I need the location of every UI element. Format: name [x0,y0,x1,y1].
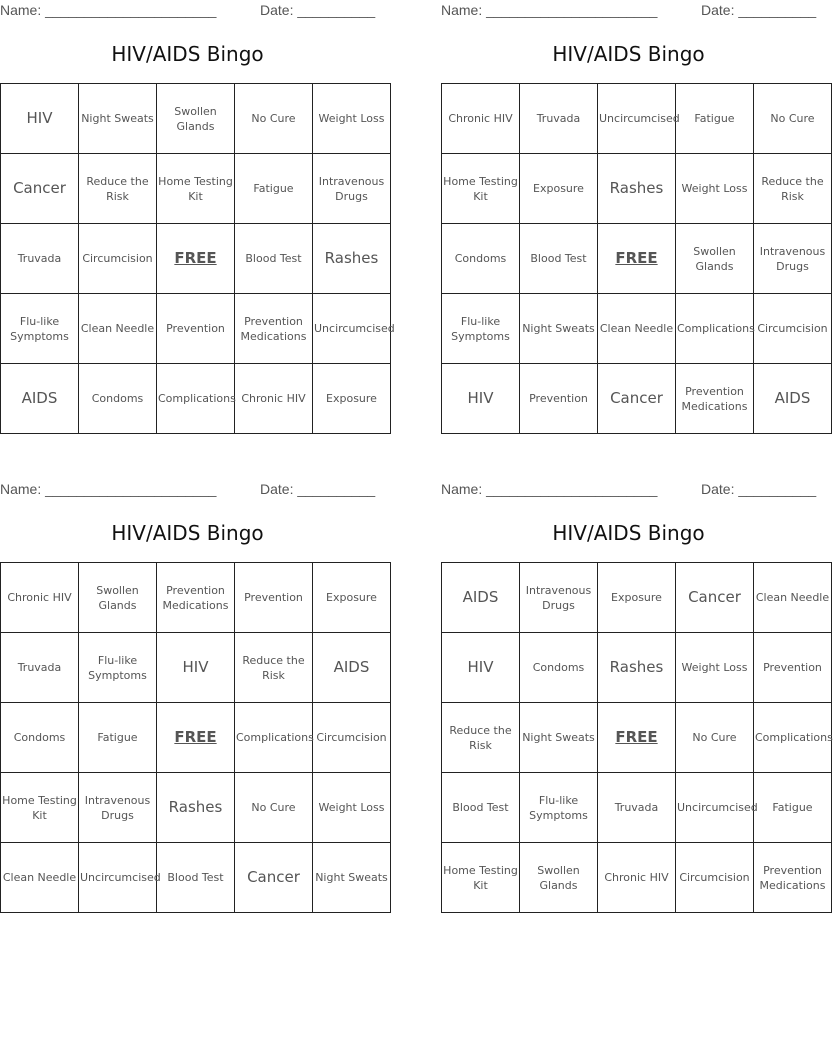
bingo-cell: Exposure [598,563,676,633]
bingo-cell: AIDS [754,364,832,434]
bingo-cell: Blood Test [235,224,313,294]
name-field: Name: ______________________ [441,2,658,18]
bingo-cell: Night Sweats [79,84,157,154]
bingo-cell: Condoms [79,364,157,434]
bingo-cell: Prevention [157,294,235,364]
bingo-cell: Circumcision [79,224,157,294]
bingo-cell: Weight Loss [676,633,754,703]
bingo-cell: Flu-like Symptoms [520,773,598,843]
name-field: Name: ______________________ [0,2,217,18]
card-title: HIV/AIDS Bingo [552,521,705,545]
bingo-cell: Chronic HIV [235,364,313,434]
bingo-cell: Reduce the Risk [442,703,520,773]
bingo-cell: Chronic HIV [1,563,79,633]
bingo-cell: No Cure [235,84,313,154]
bingo-cell: Circumcision [676,843,754,913]
bingo-cell: Rashes [157,773,235,843]
bingo-cell: HIV [442,633,520,703]
grid-row [442,843,832,913]
bingo-card-3 [0,479,388,886]
bingo-cell: Blood Test [520,224,598,294]
grid-row [1,154,391,224]
grid-row [1,773,391,843]
bingo-cell: Circumcision [313,703,391,773]
grid-row [442,364,832,434]
name-date-line [441,0,816,20]
bingo-cell: Prevention [754,633,832,703]
bingo-cell: Clean Needle [1,843,79,913]
bingo-cell: Intravenous Drugs [79,773,157,843]
bingo-cell: Cancer [1,154,79,224]
date-field: Date: __________ [260,2,376,18]
grid-row [1,703,391,773]
bingo-cell: Condoms [1,703,79,773]
bingo-cell: Intravenous Drugs [754,224,832,294]
bingo-cell: Rashes [313,224,391,294]
bingo-cell: Home Testing Kit [1,773,79,843]
bingo-cell: Cancer [676,563,754,633]
bingo-cell: Truvada [1,224,79,294]
bingo-cell: Uncircumcised [313,294,391,364]
name-field: Name: ______________________ [441,481,658,497]
bingo-cell: Clean Needle [754,563,832,633]
bingo-grid [441,83,832,434]
bingo-cell: Swollen Glands [79,563,157,633]
bingo-cell: Uncircumcised [676,773,754,843]
bingo-cell: Home Testing Kit [442,843,520,913]
bingo-cell: Intravenous Drugs [313,154,391,224]
bingo-cell: Prevention [520,364,598,434]
bingo-cell: Clean Needle [598,294,676,364]
bingo-cell: HIV [1,84,79,154]
bingo-cell: Complications [676,294,754,364]
bingo-cell: Fatigue [676,84,754,154]
bingo-cell: Complications [235,703,313,773]
bingo-cell: Condoms [442,224,520,294]
bingo-cell: Complications [157,364,235,434]
bingo-cell: Exposure [520,154,598,224]
bingo-cell: Clean Needle [79,294,157,364]
bingo-cell: Flu-like Symptoms [79,633,157,703]
free-cell: FREE [598,224,676,294]
free-cell: FREE [157,703,235,773]
bingo-cell: Condoms [520,633,598,703]
free-cell: FREE [157,224,235,294]
grid-row [442,224,832,294]
grid-row [442,633,832,703]
bingo-cell: Swollen Glands [157,84,235,154]
date-field: Date: __________ [701,481,817,497]
bingo-cell: Swollen Glands [676,224,754,294]
bingo-cell: Rashes [598,633,676,703]
grid-row [442,703,832,773]
bingo-cell: Intravenous Drugs [520,563,598,633]
grid-row [1,84,391,154]
bingo-grid [0,83,395,434]
bingo-cell: Chronic HIV [598,843,676,913]
card-title: HIV/AIDS Bingo [552,42,705,66]
bingo-card-4 [441,479,833,892]
bingo-cell: AIDS [1,364,79,434]
bingo-cell: Flu-like Symptoms [442,294,520,364]
bingo-cell: Reduce the Risk [79,154,157,224]
bingo-cell: Complications [754,703,832,773]
bingo-cell: Truvada [520,84,598,154]
card-title: HIV/AIDS Bingo [111,42,264,66]
grid-row [1,563,391,633]
bingo-cell: Uncircumcised [79,843,157,913]
name-field: Name: ______________________ [0,481,217,497]
grid-row [442,294,832,364]
bingo-cell: Weight Loss [676,154,754,224]
bingo-cell: Fatigue [235,154,313,224]
bingo-cell: Truvada [1,633,79,703]
bingo-cell: Blood Test [157,843,235,913]
grid-row [442,154,832,224]
bingo-grid [441,562,832,913]
date-field: Date: __________ [701,2,817,18]
bingo-card-2 [441,0,828,413]
bingo-cell: Reduce the Risk [235,633,313,703]
bingo-cell: Fatigue [79,703,157,773]
name-date-line [0,0,375,20]
grid-row [1,843,391,913]
name-date-line [0,479,375,499]
bingo-cell: Night Sweats [520,294,598,364]
bingo-cell: Weight Loss [313,773,391,843]
bingo-cell: Home Testing Kit [157,154,235,224]
bingo-card-1 [0,0,395,407]
bingo-cell: Blood Test [442,773,520,843]
bingo-cell: Cancer [235,843,313,913]
bingo-cell: HIV [442,364,520,434]
bingo-cell: Fatigue [754,773,832,843]
bingo-cell: HIV [157,633,235,703]
grid-row [1,364,391,434]
bingo-grid [0,562,391,913]
card-title: HIV/AIDS Bingo [111,521,264,545]
bingo-cell: Night Sweats [520,703,598,773]
bingo-cell: Weight Loss [313,84,391,154]
bingo-cell: AIDS [313,633,391,703]
grid-row [442,563,832,633]
bingo-cell: Night Sweats [313,843,391,913]
bingo-cell: Swollen Glands [520,843,598,913]
bingo-cell: Prevention Medications [157,563,235,633]
grid-row [442,773,832,843]
date-field: Date: __________ [260,481,376,497]
bingo-cell: Prevention Medications [754,843,832,913]
bingo-cell: Rashes [598,154,676,224]
grid-row [1,224,391,294]
bingo-cell: Exposure [313,563,391,633]
bingo-cell: Prevention Medications [235,294,313,364]
grid-row [1,294,391,364]
bingo-cell: No Cure [676,703,754,773]
bingo-cell: Exposure [313,364,391,434]
bingo-cell: AIDS [442,563,520,633]
bingo-cell: Home Testing Kit [442,154,520,224]
bingo-cell: Flu-like Symptoms [1,294,79,364]
bingo-cell: No Cure [235,773,313,843]
bingo-cell: Prevention [235,563,313,633]
grid-row [1,633,391,703]
grid-row [442,84,832,154]
free-cell: FREE [598,703,676,773]
bingo-cell: Prevention Medications [676,364,754,434]
bingo-cell: Uncircumcised [598,84,676,154]
name-date-line [441,479,816,499]
bingo-cell: Reduce the Risk [754,154,832,224]
bingo-cell: Chronic HIV [442,84,520,154]
bingo-cell: Cancer [598,364,676,434]
bingo-cell: No Cure [754,84,832,154]
bingo-cell: Truvada [598,773,676,843]
bingo-cell: Circumcision [754,294,832,364]
